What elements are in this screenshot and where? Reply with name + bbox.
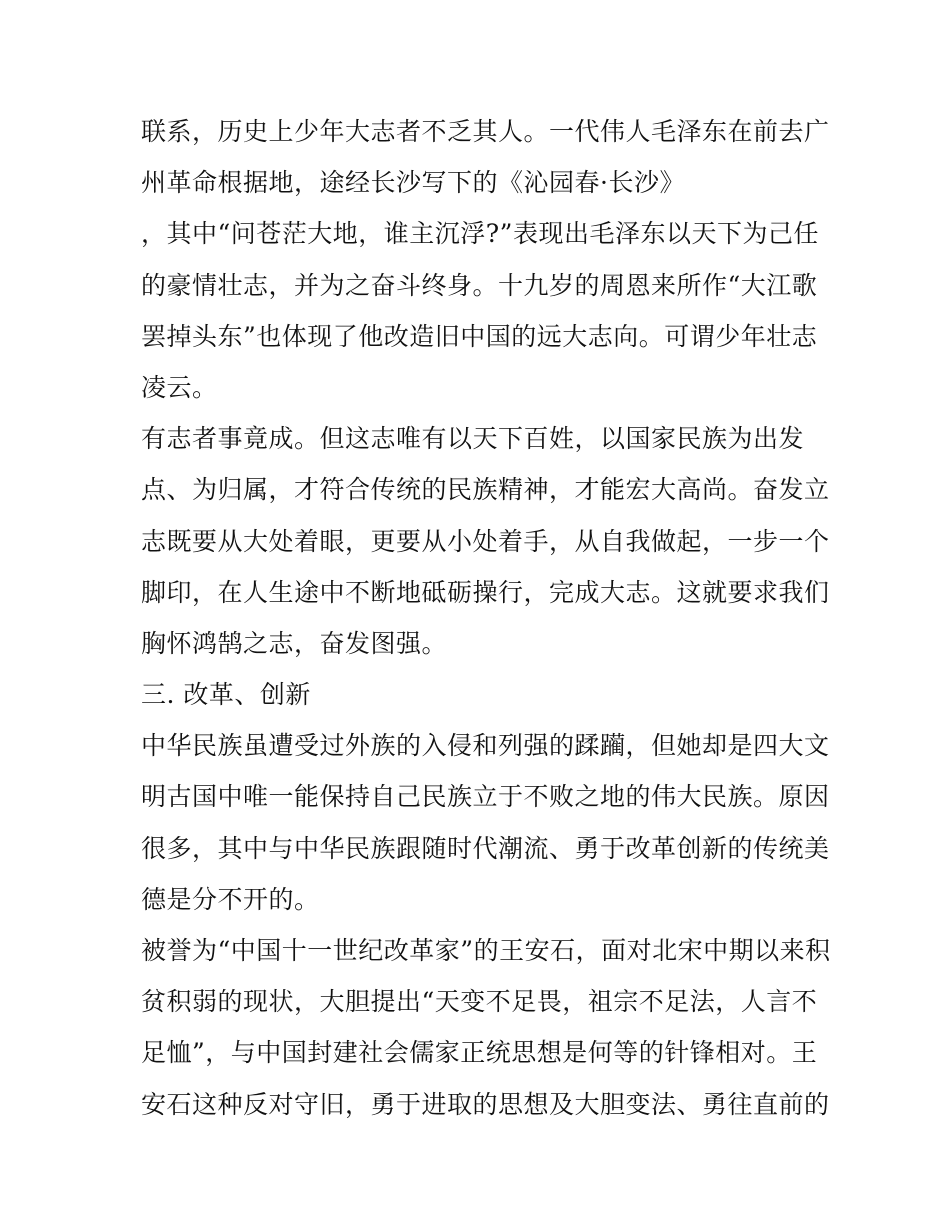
text-line: 明古国中唯一能保持自己民族立于不败之地的伟大民族。原因 [141, 782, 830, 812]
section-heading: 三. 改革、创新 [141, 680, 311, 710]
text-line: 很多，其中与中华民族跟随时代潮流、勇于改革创新的传统美 [141, 833, 830, 863]
text-line: 贫积弱的现状，大胆提出“天变不足畏，祖宗不足法，人言不 [141, 987, 818, 1017]
text-line: 联系，历史上少年大志者不乏其人。一代伟人毛泽东在前去广 [141, 117, 830, 146]
text-line: 德是分不开的。 [141, 884, 320, 914]
text-line: 点、为归属，才符合传统的民族精神，才能宏大高尚。奋发立 [141, 475, 830, 505]
text-line: 胸怀鸿鹄之志，奋发图强。 [141, 628, 448, 658]
text-line: 被誉为“中国十一世纪改革家”的王安石，面对北宋中期以来积 [141, 936, 831, 965]
text-line: 足恤”，与中国封建社会儒家正统思想是何等的针锋相对。王 [141, 1038, 818, 1068]
document-body [141, 106, 831, 1130]
text-line: 安石这种反对守旧，勇于进取的思想及大胆变法、勇往直前的 [141, 1089, 830, 1119]
text-line: 志既要从大处着眼，更要从小处着手，从自我做起，一步一个 [141, 526, 830, 556]
text-line: 脚印，在人生途中不断地砥砺操行，完成大志。这就要求我们 [141, 577, 830, 607]
text-line: 凌云。 [141, 372, 218, 402]
text-line: 中华民族虽遭受过外族的入侵和列强的蹂躏，但她却是四大文 [141, 731, 830, 761]
text-line: ，其中“问苍茫大地，谁主沉浮?”表现出毛泽东以天下为己任 [141, 219, 819, 249]
text-line: 罢掉头东”也体现了他改造旧中国的远大志向。可谓少年壮志 [141, 321, 818, 351]
text-line: 州革命根据地，途经长沙写下的《沁园春·长沙》 [141, 168, 685, 198]
text-line: 有志者事竟成。但这志唯有以天下百姓，以国家民族为出发 [141, 424, 805, 454]
text-line: 的豪情壮志，并为之奋斗终身。十九岁的周恩来所作“大江歌 [141, 270, 818, 300]
